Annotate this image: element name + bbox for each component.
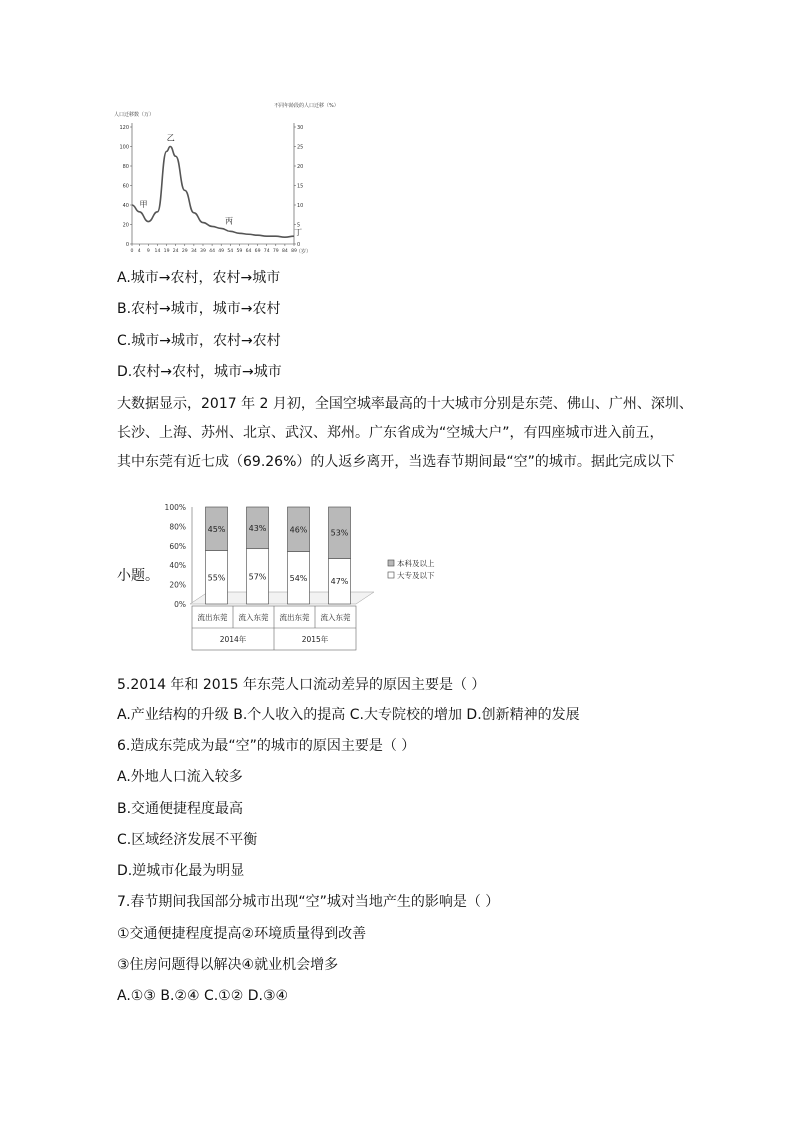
chart2-group-label: 2014年 [219, 635, 247, 644]
chart2-legend-swatch [388, 560, 394, 566]
chart1-xtick-label: 74 [263, 249, 270, 254]
q6-stem: 6.造成东莞成为最“空”的城市的原因主要是（ ） [117, 738, 416, 754]
chart2-data-label: 43% [248, 523, 267, 533]
q7-line-1: ①交通便捷程度提高②环境质量得到改善 [117, 926, 367, 942]
chart1-xtick-label: 44 [209, 249, 216, 254]
chart2-data-label: 55% [207, 573, 226, 583]
chart1-xtick-label: 59 [236, 249, 243, 254]
chart1-xtick-label: 64 [245, 249, 252, 254]
chart1-ytick-left-label: 100 [119, 144, 129, 151]
q6-option-c: C.区域经济发展不平衡 [117, 832, 258, 848]
q7-line-2: ③住房问题得以解决④就业机会增多 [117, 957, 339, 973]
chart1-xtick-label: 89 [291, 249, 297, 254]
intro-line-3: 其中东莞有近七成（69.26%）的人返乡离开，当选春节期间最“空”的城市。据此完成以下 [117, 454, 675, 470]
chart1-ytick-right-label: 5 [297, 222, 301, 229]
q4-option-b: B.农村→城市，城市→农村 [117, 301, 281, 317]
chart2-category-label: 流入东莞 [320, 613, 351, 622]
chart2-data-label: 47% [330, 577, 349, 587]
chart1-ylabel-right: 不同年龄段的人口迁移（%） [274, 103, 339, 109]
chart1-xtick-label: 29 [181, 249, 188, 254]
chart1-ytick-right-label: 20 [297, 163, 304, 170]
chart1-ytick-right-label: 25 [297, 144, 304, 151]
chart1-xlabel-unit: （岁） [296, 249, 312, 255]
migration-line-chart [112, 100, 339, 260]
chart1-ytick-right-label: 30 [297, 124, 304, 131]
q6-option-b: B.交通便捷程度最高 [117, 801, 244, 817]
q7-stem: 7.春节期间我国部分城市出现“空”城对当地产生的影响是（ ） [117, 894, 500, 910]
chart1-ytick-right-label: 10 [297, 202, 304, 209]
chart1-xtick-label: 69 [254, 249, 261, 254]
q4-option-c: C.城市→城市，农村→农村 [117, 333, 281, 349]
chart1-xtick-label: 79 [272, 249, 279, 254]
chart1-xtick-label: 84 [281, 249, 288, 254]
education-stacked-bar-chart [160, 496, 450, 656]
chart1-ytick-left-label: 120 [119, 124, 129, 131]
chart1-xtick-label: 49 [218, 249, 225, 254]
intro-line-1: 大数据显示，2017 年 2 月初，全国空城率最高的十大城市分别是东莞、佛山、广州、深圳、 [117, 396, 693, 412]
chart2-category-label: 流出东莞 [197, 613, 228, 622]
chart1-ytick-left-label: 40 [122, 202, 129, 209]
chart2-data-label: 54% [289, 573, 308, 583]
chart1-ytick-left-label: 60 [122, 183, 129, 190]
q6-option-d: D.逆城市化最为明显 [117, 863, 245, 879]
chart2-ytick-label: 20% [169, 580, 186, 590]
chart1-series-line [132, 147, 294, 238]
intro-line-2: 长沙、上海、苏州、北京、武汉、郑州。广东省成为“空城大户”，有四座城市进入前五， [117, 425, 664, 441]
chart1-xtick-label: 24 [172, 249, 179, 254]
chart1-xtick-label: 54 [227, 249, 234, 254]
q7-options: A.①③ B.②④ C.①② D.③④ [117, 988, 289, 1004]
chart1-ytick-right-label: 0 [297, 241, 301, 248]
chart2-ytick-label: 60% [169, 541, 186, 551]
chart1-xtick-label: 34 [190, 249, 197, 254]
q5-stem: 5.2014 年和 2015 年东莞人口流动差异的原因主要是（ ） [117, 677, 486, 693]
chart2-legend-swatch [388, 572, 394, 578]
chart2-category-label: 流入东莞 [238, 613, 269, 622]
chart1-annotation-label: 乙 [166, 133, 175, 143]
q5-options: A.产业结构的升级 B.个人收入的提高 C.大专院校的增加 D.创新精神的发展 [117, 707, 580, 723]
chart2-ytick-label: 100% [164, 503, 186, 512]
q4-option-a: A.城市→农村，农村→城市 [117, 270, 281, 286]
chart2-data-label: 45% [207, 524, 226, 534]
chart1-ylabel-left: 人口迁移数（万） [114, 112, 155, 118]
chart1-xtick-label: 9 [146, 249, 150, 254]
chart2-ytick-label: 40% [169, 561, 186, 571]
chart1-annotation-label: 丁 [294, 228, 303, 238]
chart2-data-label: 53% [330, 528, 349, 538]
chart2-category-label: 流出东莞 [279, 613, 310, 622]
intro-paragraph [117, 390, 693, 477]
q4-option-d: D.农村→农村，城市→城市 [117, 364, 282, 380]
chart2-group-label: 2015年 [301, 635, 329, 644]
q6-option-a: A.外地人口流入较多 [117, 769, 243, 785]
chart1-ytick-left-label: 0 [125, 241, 129, 248]
chart2-data-label: 57% [248, 572, 267, 582]
chart1-xtick-label: 19 [163, 249, 170, 254]
chart1-annotation-label: 甲 [139, 199, 148, 209]
chart1-annotation-label: 丙 [225, 216, 234, 226]
chart1-xtick-label: 0 [130, 249, 134, 254]
chart1-ytick-left-label: 80 [122, 163, 129, 170]
chart2-legend-label: 本科及以上 [397, 559, 435, 568]
chart1-ytick-right-label: 15 [297, 183, 304, 190]
chart1-xtick-label: 39 [200, 249, 206, 254]
chart2-data-label: 46% [289, 525, 308, 535]
chart1-ytick-left-label: 20 [122, 222, 129, 229]
chart2-ytick-label: 0% [174, 600, 186, 609]
chart1-xtick-label: 4 [137, 249, 141, 254]
intro-tail: 小题。 [117, 568, 159, 584]
chart2-ytick-label: 80% [169, 522, 186, 532]
chart1-xtick-label: 14 [154, 249, 161, 254]
chart2-legend-label: 大专及以下 [397, 571, 435, 580]
